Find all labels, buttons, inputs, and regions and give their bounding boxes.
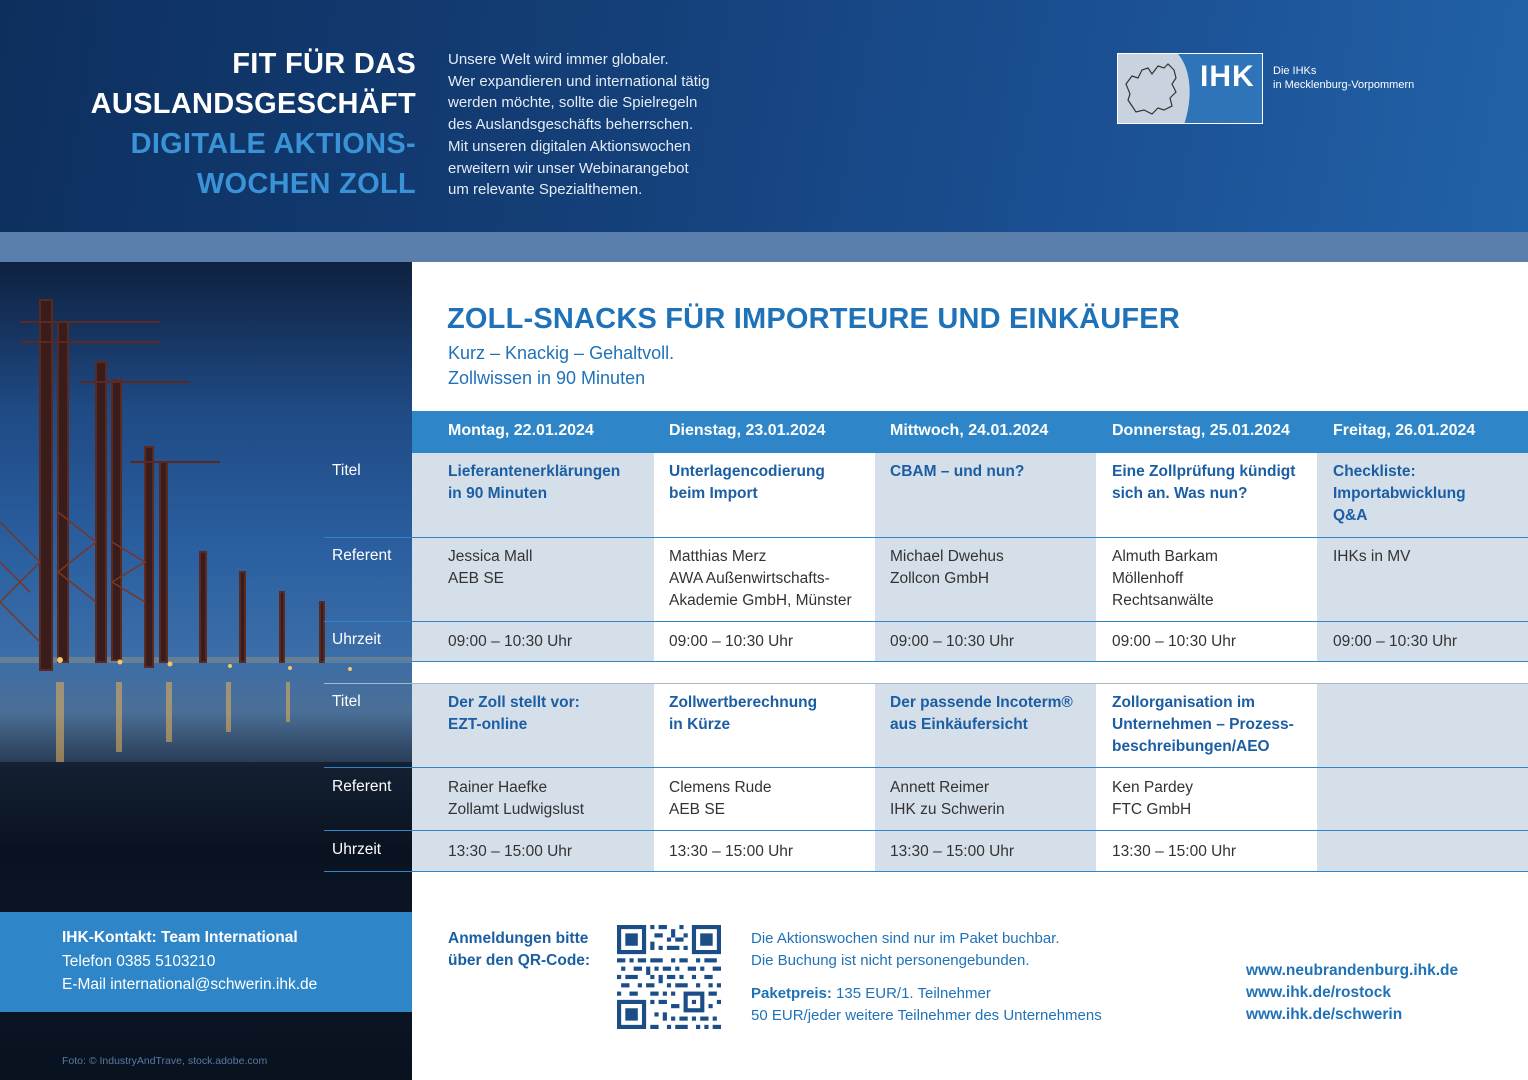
price-line: [751, 983, 1102, 1005]
session-title: Der passende Incoterm® aus Einkäufersicht: [890, 694, 1073, 733]
title-line-1: FIT FÜR DAS: [232, 48, 416, 80]
session-referent: IHKs in MV: [1333, 548, 1411, 565]
session-referent: Rainer Haefke Zollamt Ludwigslust: [448, 779, 585, 818]
session-title: CBAM – und nun?: [890, 463, 1025, 480]
day-header-tuesday: Dienstag, 23.01.2024: [669, 422, 826, 439]
logo-text: IHK: [1200, 60, 1255, 93]
session-referent: Matthias Merz AWA Außenwirtschafts- Akademie GmbH, Münster: [669, 548, 852, 609]
session-time: 13:30 – 15:00 Uhr: [890, 843, 1015, 860]
row-label-referent: Referent: [332, 778, 392, 795]
logo-subtitle: [1273, 64, 1414, 92]
session-referent: Ken Pardey FTC GmbH: [1112, 779, 1193, 818]
intro-line: Unsere Welt wird immer globaler.: [448, 51, 669, 68]
info-line: Die Aktionswochen sind nur im Paket buchbar.: [751, 930, 1060, 947]
registration-qr-code[interactable]: [617, 925, 721, 1029]
row-label-titel: Titel: [332, 693, 361, 710]
url-link-neubrandenburg[interactable]: www.neubrandenburg.ihk.de: [1246, 962, 1459, 979]
row-divider: [324, 871, 1528, 872]
session-time: 09:00 – 10:30 Uhr: [448, 633, 573, 650]
session-time: 09:00 – 10:30 Uhr: [1112, 633, 1237, 650]
day-header-wednesday: Mittwoch, 24.01.2024: [890, 422, 1049, 439]
url-list: [1246, 960, 1458, 1026]
session-time: 13:30 – 15:00 Uhr: [1112, 843, 1237, 860]
price-first: 135 EUR/1. Teilnehmer: [831, 985, 991, 1002]
url-link-schwerin[interactable]: www.ihk.de/schwerin: [1246, 1006, 1403, 1023]
contact-box: [0, 912, 412, 1012]
subtitle-line: Kurz – Knackig – Gehaltvoll.: [448, 343, 675, 363]
registration-line: Anmeldungen bitte: [448, 930, 589, 947]
session-time: 13:30 – 15:00 Uhr: [448, 843, 573, 860]
contact-phone[interactable]: Telefon 0385 5103210: [62, 952, 216, 970]
row-label-uhrzeit: Uhrzeit: [332, 841, 382, 858]
row-divider: [324, 661, 1528, 662]
intro-line: um relevante Spezialthemen.: [448, 181, 643, 199]
section-subtitle: [448, 341, 674, 391]
row-label-titel: Titel: [332, 462, 361, 479]
registration-line: über den QR-Code:: [448, 952, 591, 969]
intro-line: erweitern wir unser Webinarangebot: [448, 159, 689, 177]
day-header-thursday: Donnerstag, 25.01.2024: [1112, 422, 1290, 439]
session-title: Lieferantenerklärungen in 90 Minuten: [448, 463, 621, 502]
price-label: Paketpreis:: [751, 985, 832, 1002]
session-title: Zollorganisation im Unternehmen – Prozess- beschreibungen/AEO: [1112, 694, 1294, 755]
row-divider: [324, 537, 1528, 538]
logo-sub-line: Die IHKs: [1273, 65, 1317, 77]
session-time: 09:00 – 10:30 Uhr: [1333, 633, 1458, 650]
info-line: Die Buchung ist nicht personengebunden.: [751, 952, 1030, 969]
session-referent: Almuth Barkam Möllenhoff Rechtsanwälte: [1112, 548, 1218, 609]
subtitle-line-1: DIGITALE AKTIONS-: [130, 128, 416, 160]
divider-band: [0, 232, 1528, 262]
session-title: Zollwertberechnung in Kürze: [669, 694, 818, 733]
subtitle-line-2: WOCHEN ZOLL: [196, 168, 416, 200]
session-title: Checkliste: Importabwicklung Q&A: [1333, 463, 1466, 524]
session-time: 09:00 – 10:30 Uhr: [669, 633, 794, 650]
row-divider: [324, 830, 1528, 831]
logo-sub-line: in Mecklenburg-Vorpommern: [1273, 79, 1415, 91]
row-divider: [324, 621, 1528, 622]
session-referent: Annett Reimer IHK zu Schwerin: [890, 779, 1005, 818]
row-label-referent: Referent: [332, 547, 392, 564]
intro-line: Wer expandieren und international tätig: [448, 72, 710, 90]
subtitle-line: Zollwissen in 90 Minuten: [448, 368, 646, 388]
row-divider: [324, 683, 1528, 684]
contact-title: IHK-Kontakt: Team International: [62, 929, 298, 946]
day-header-monday: Montag, 22.01.2024: [448, 422, 594, 439]
session-referent: Jessica Mall AEB SE: [448, 548, 533, 587]
session-title: Unterlagencodierung beim Import: [669, 463, 825, 502]
session-referent: Michael Dwehus Zollcon GmbH: [890, 548, 1004, 587]
day-header-friday: Freitag, 26.01.2024: [1333, 422, 1476, 439]
col-shade: [1317, 684, 1528, 871]
section-title: ZOLL-SNACKS FÜR IMPORTEURE UND EINKÄUFER: [447, 303, 1180, 335]
session-referent: Clemens Rude AEB SE: [669, 779, 772, 818]
title-line-2: AUSLANDSGESCHÄFT: [90, 88, 416, 120]
booking-info: [751, 928, 1102, 1027]
row-label-uhrzeit: Uhrzeit: [332, 631, 382, 648]
url-link-rostock[interactable]: www.ihk.de/rostock: [1246, 984, 1391, 1001]
row-divider: [324, 767, 1528, 768]
price-additional: 50 EUR/jeder weitere Teilnehmer des Unternehmens: [751, 1007, 1102, 1024]
intro-line: des Auslandsgeschäfts beherrschen.: [448, 116, 694, 134]
session-time: 13:30 – 15:00 Uhr: [669, 843, 794, 860]
header-intro: [448, 49, 748, 201]
registration-note: [448, 928, 590, 972]
session-title: Eine Zollprüfung kündigt sich an. Was nun?: [1112, 463, 1296, 502]
intro-line: werden möchte, sollte die Spielregeln: [448, 94, 698, 112]
intro-line: Mit unseren digitalen Aktionswochen: [448, 137, 691, 155]
photo-credit: Foto: © IndustryAndTrave, stock.adobe.com: [62, 1055, 268, 1067]
session-title: Der Zoll stellt vor: EZT-online: [448, 694, 580, 733]
header-title: [91, 44, 416, 204]
contact-email[interactable]: E-Mail international@schwerin.ihk.de: [62, 976, 318, 993]
session-time: 09:00 – 10:30 Uhr: [890, 633, 1015, 650]
